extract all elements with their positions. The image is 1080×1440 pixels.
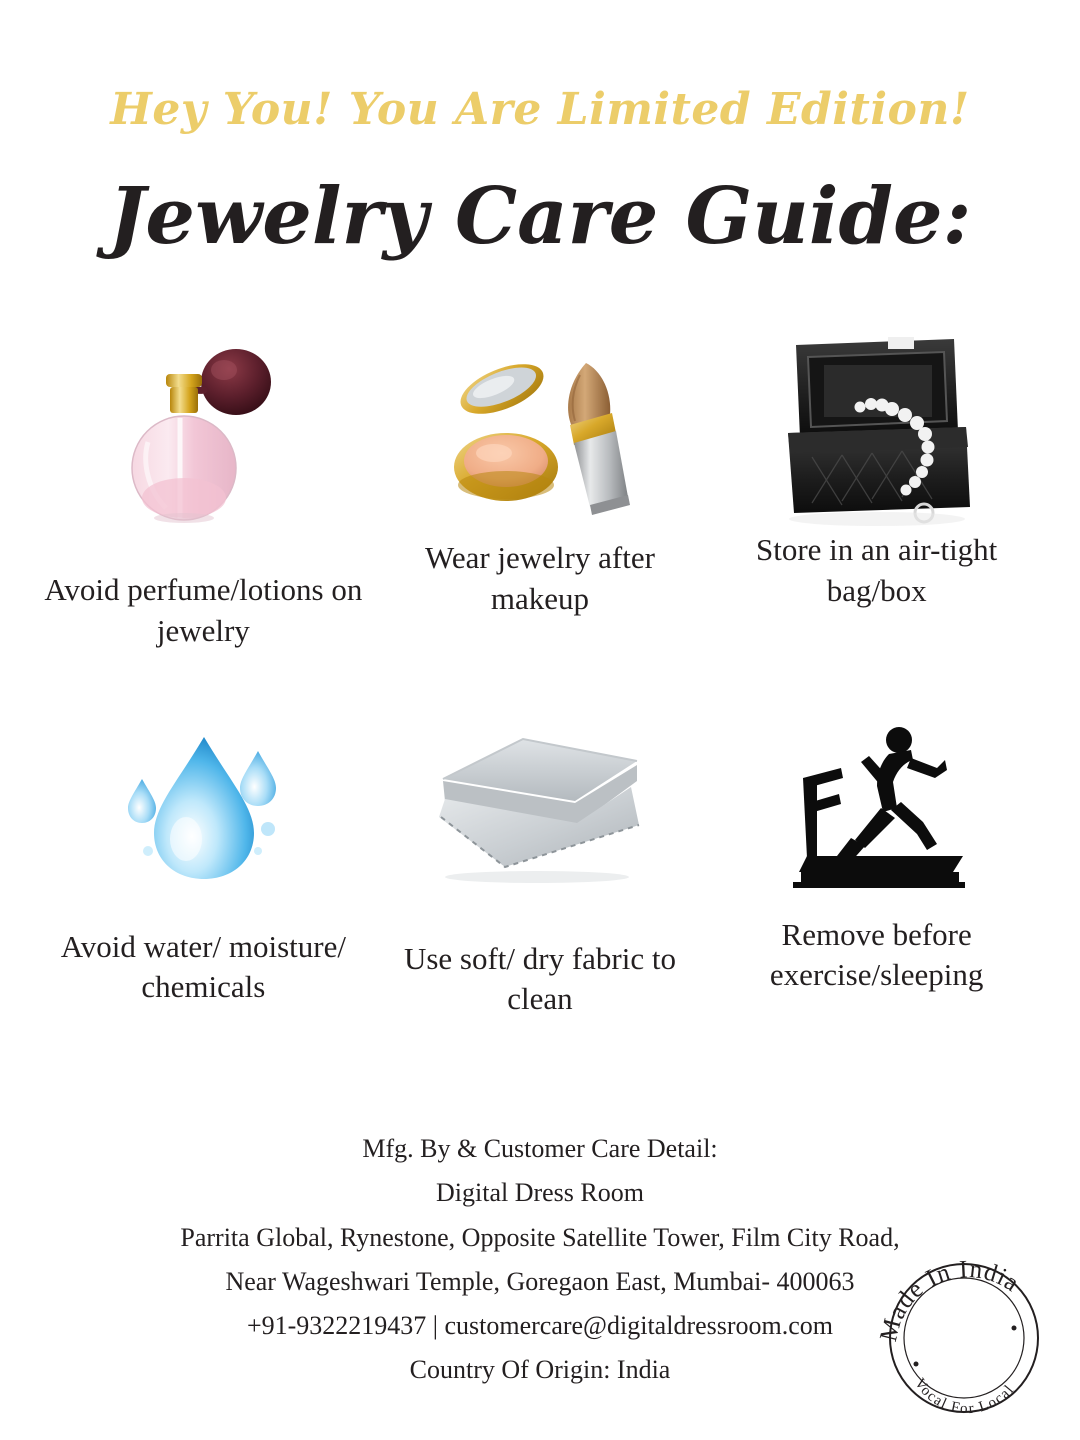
care-tips-grid	[35, 258, 1045, 1019]
footer-line-company: Digital Dress Room	[436, 1178, 644, 1208]
makeup-compact-brush-icon	[440, 322, 640, 552]
care-tip-caption: Avoid perfume/lotions on jewelry	[44, 572, 363, 648]
care-tip-wear-after-makeup	[372, 322, 709, 651]
care-tip-caption: Avoid water/ moisture/ chemicals	[60, 928, 346, 1005]
stamp-top-text: Made In India	[875, 1256, 1025, 1345]
footer-line-address-2: Near Wageshwari Temple, Goregaon East, Mumbai- 400063	[225, 1266, 855, 1296]
perfume-bottle-icon	[118, 322, 288, 562]
made-in-india-stamp	[874, 1246, 1054, 1426]
care-tip-store-airtight	[708, 322, 1045, 651]
care-tip-caption: Use soft/ dry fabric to clean	[403, 940, 676, 1017]
care-tip-soft-cloth	[372, 691, 709, 1020]
tagline: Hey You! You Are Limited Edition!	[110, 84, 970, 135]
care-tip-caption: Store in an air-tight bag/box	[756, 532, 998, 608]
svg-text:Made In India	[875, 1256, 1024, 1344]
svg-text:Vocal For Local	[911, 1376, 1018, 1418]
page-title: Jewelry Care Guide:	[108, 171, 972, 263]
care-tip-caption: Remove before exercise/sleeping	[769, 916, 984, 993]
water-drop-icon	[108, 691, 298, 921]
care-tip-caption: Wear jewelry after makeup	[425, 540, 655, 616]
footer-line-contact: +91-9322219437 | customercare@digitaldressroom.com	[246, 1310, 834, 1340]
footer-line-origin: Country Of Origin: India	[409, 1354, 671, 1384]
footer-line-heading: Mfg. By & Customer Care Detail:	[362, 1134, 718, 1164]
microfiber-cloth-icon	[425, 691, 655, 921]
footer-line-address-1: Parrita Global, Rynestone, Opposite Satellite Tower, Film City Road,	[180, 1222, 900, 1252]
stamp-bottom-text: Vocal For Local	[911, 1375, 1019, 1418]
care-tip-remove-before-exercise	[708, 691, 1045, 1020]
care-tip-avoid-water	[35, 691, 372, 1020]
treadmill-runner-icon	[777, 691, 977, 921]
jewelry-box-icon	[772, 322, 982, 552]
care-tip-avoid-perfume	[35, 322, 372, 651]
